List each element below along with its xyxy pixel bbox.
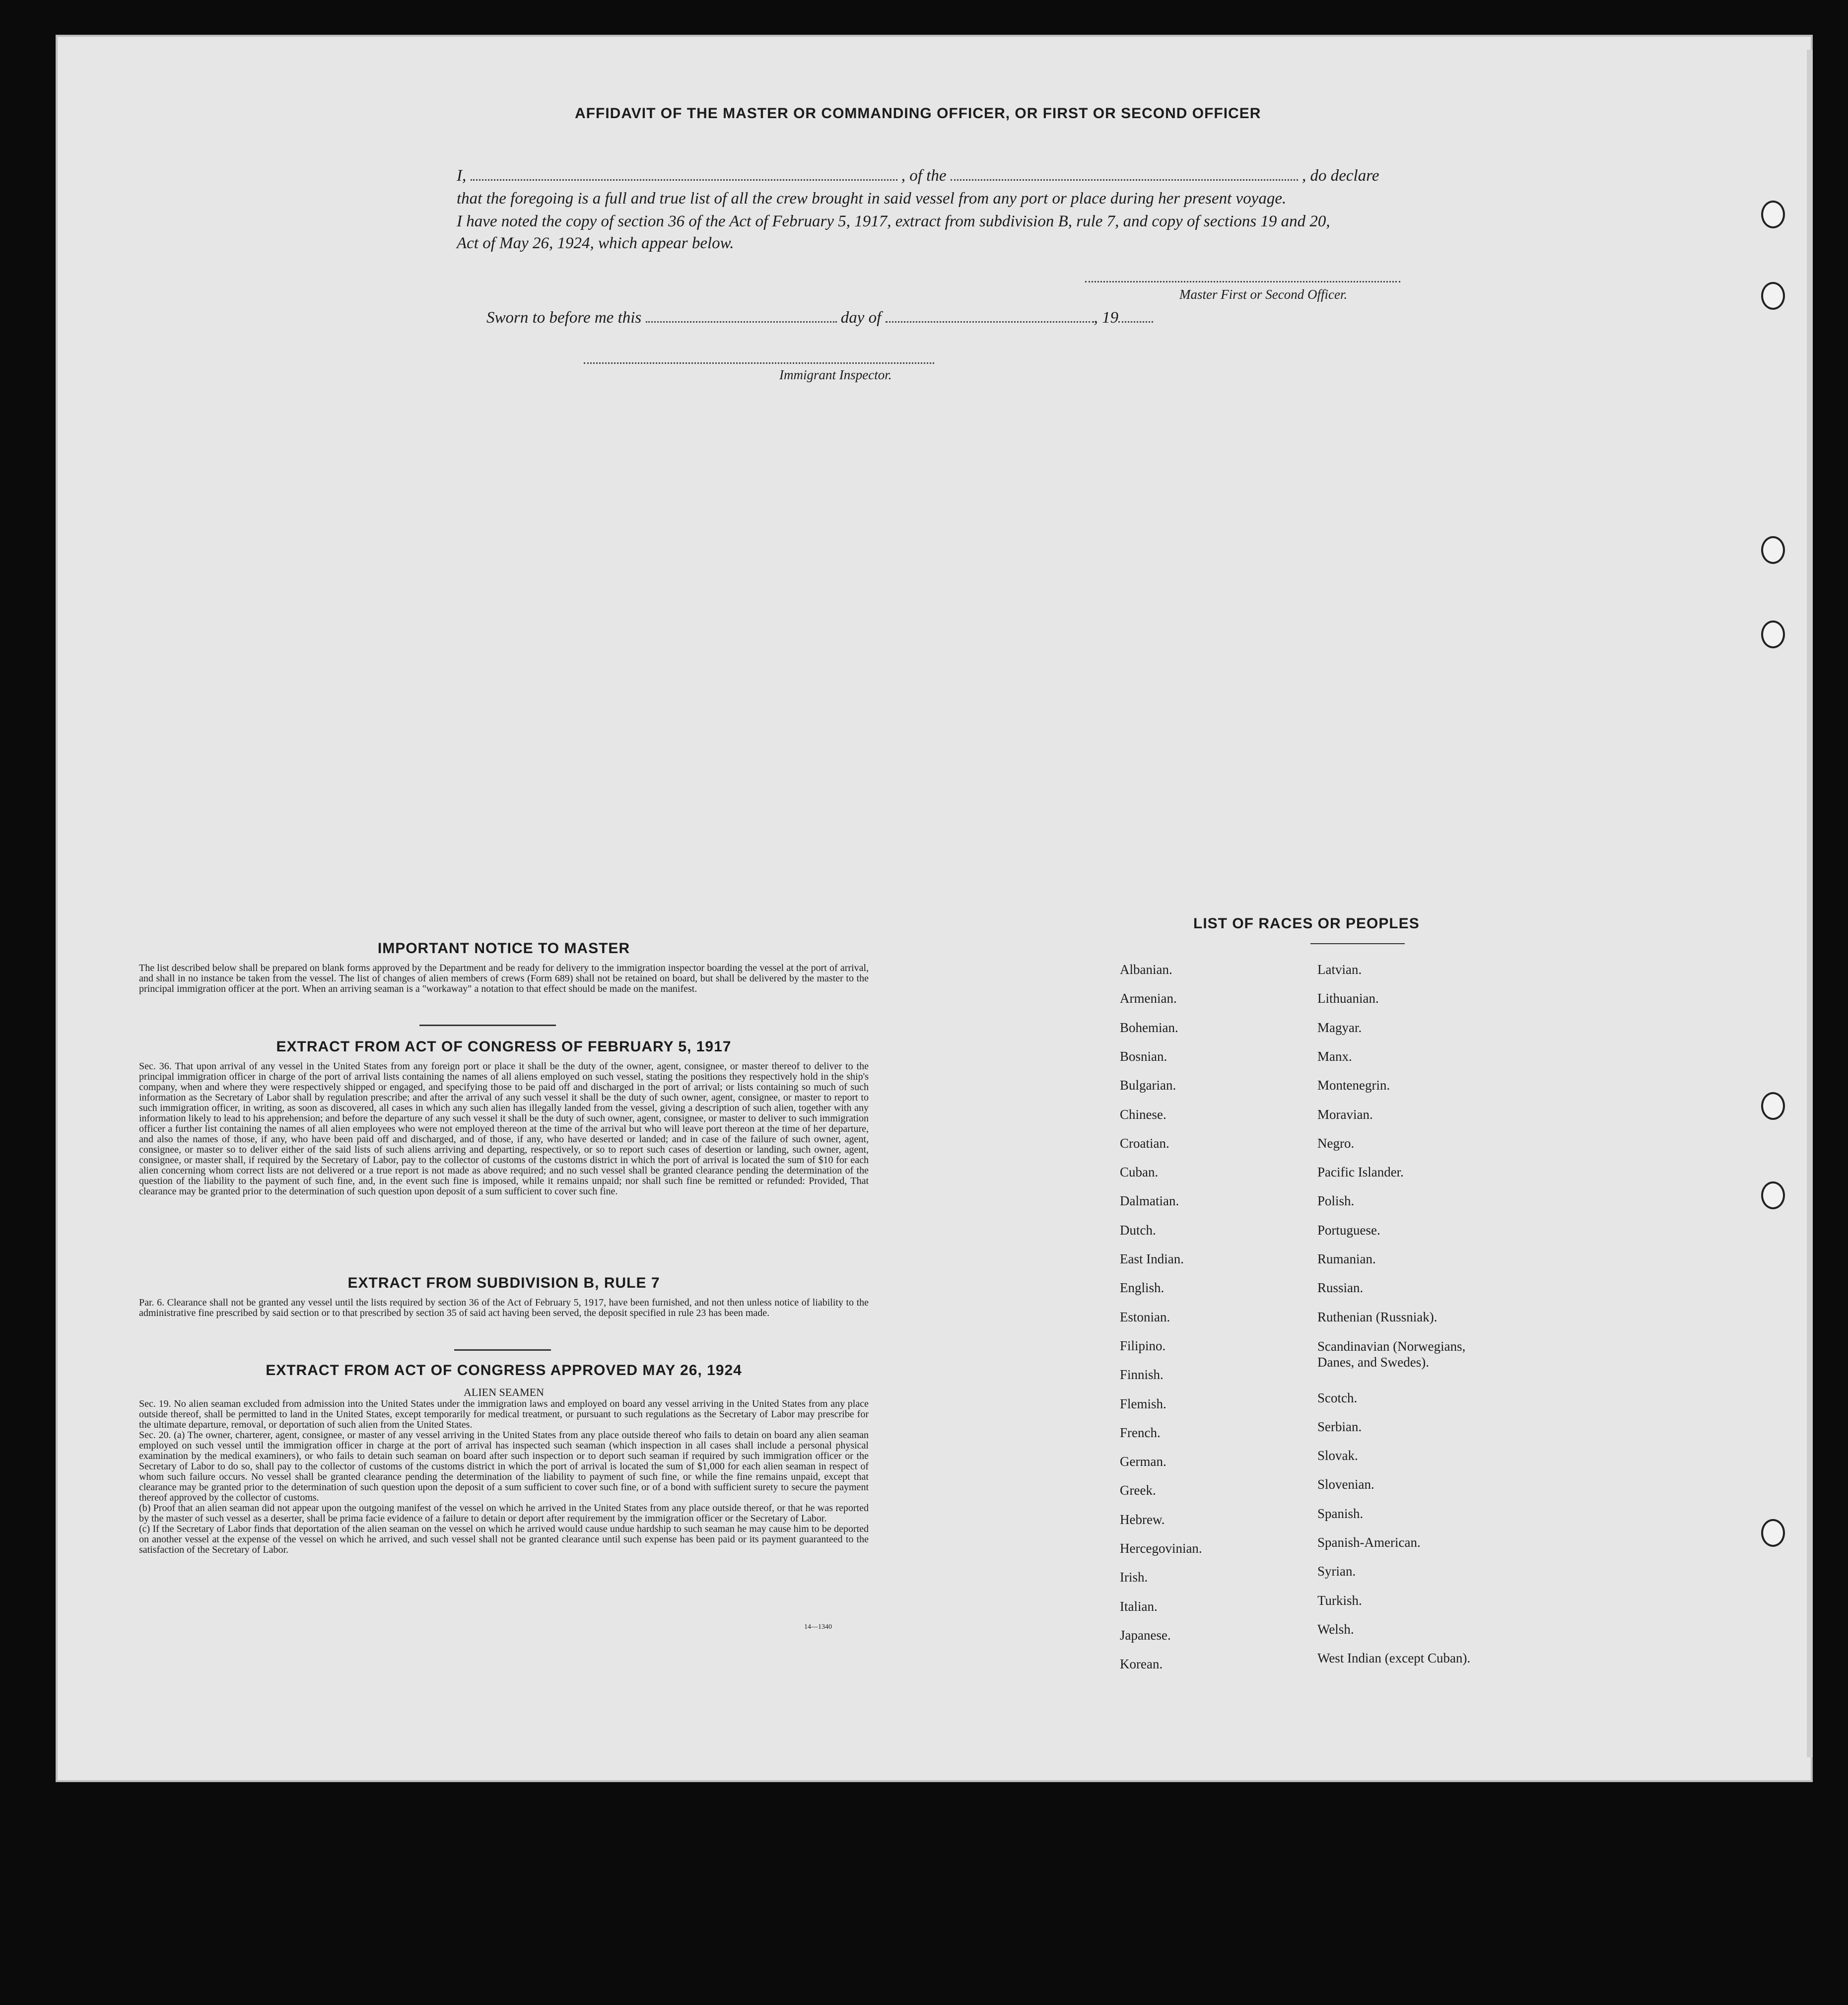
inspector-signature-line[interactable] (584, 362, 934, 364)
race-item: Slovak. (1317, 1448, 1358, 1463)
master-signature-line[interactable] (1085, 281, 1400, 282)
race-item: Italian. (1120, 1598, 1158, 1614)
race-item: Korean. (1120, 1657, 1163, 1672)
sworn-year-label: , 19 (1094, 309, 1119, 327)
form-number: 14—1340 (804, 1623, 832, 1631)
race-item: East Indian. (1120, 1251, 1184, 1266)
race-item: Portuguese. (1317, 1222, 1380, 1238)
notice-text: The list described below shall be prepared on blank forms approved by the Department and be ready for delivery to the immigration inspector boarding the vessel at the port of arrival, and shall in no instance be taken from the vessel. The list of changes of alien members of crews (Form 689) shall not be retained on board, but shall be delivered by the master to the principal immigration officer at the port. When an arriving seaman is a "workaway" a notation to that effect should be made on the manifest. (139, 963, 869, 994)
declaration-of-the: , of the (901, 167, 947, 185)
inspector-signature-caption: Immigrant Inspector. (779, 367, 892, 382)
race-item: Bohemian. (1120, 1020, 1178, 1035)
races-title: LIST OF RACES OR PEOPLES (1193, 915, 1420, 932)
sworn-month-field[interactable] (886, 321, 1094, 323)
affidavit-declaration-line (457, 167, 1379, 185)
race-item: Spanish-American. (1317, 1535, 1421, 1550)
section-20a-text: Sec. 20. (a) The owner, charterer, agent, consignee, or master of any vessel arriving in the United States from any place outside thereof who fails to detain on board any alien seaman employed on such vessel until the immigration officer in charge at the port of arrival has inspected such seaman (which inspection in all cases shall include a personal physical examination by the medical examiners), or who fails to detain such seaman on board after such inspection or to deport such seaman if required by such immigration officer or the Secretary of Labor to do so, shall pay to the collector of customs of the customs district in which the port of arrival is located the sum of $1,000 for each alien seaman in respect of whom such failure occurs. No vessel shall be granted clearance pending the determination of the liability to payment of such fine, or while the fine remains unpaid, except that clearance may be granted prior to the determination of such question upon the deposit of a sum sufficient to cover such fine, or of a bond with sufficient surety to secure the payment thereof approved by the collector of customs. (139, 1430, 869, 1503)
section-19-text: Sec. 19. No alien seaman excluded from admission into the United States under the immigration laws and employed on board any vessel arriving in the United States from any place outside thereof, shall be permitted to land in the United States, except temporarily for medical treatment, or pursuant to such regulations as the Secretary of Labor may prescribe for the ultimate departure, removal, or deportation of such alien from the United States. (139, 1398, 869, 1430)
affidavit-line-3: I have noted the copy of section 36 of the Act of February 5, 1917, extract from subdivision B, rule 7, and copy of sections 19 and 20, (457, 212, 1330, 230)
race-item: English. (1120, 1280, 1164, 1296)
subdivision-text: Par. 6. Clearance shall not be granted any vessel until the lists required by section 36 of the Act of February 5, 1917, have been furnished, and not then unless notice of liability to the administrative fine prescribed by said section or to that prescribed by section 35 of said act having been served, the deposit specified in rule 23 has been made. (139, 1297, 869, 1318)
sworn-year-field[interactable] (1118, 321, 1153, 323)
sworn-day-field[interactable] (646, 321, 837, 323)
master-name-field[interactable] (471, 179, 897, 181)
race-item: Filipino. (1120, 1338, 1166, 1353)
race-item: Irish. (1120, 1570, 1148, 1585)
master-signature-caption: Master First or Second Officer. (1179, 287, 1348, 302)
binder-hole (1761, 1519, 1785, 1547)
race-item: Cuban. (1120, 1165, 1159, 1180)
race-item: Turkish. (1317, 1592, 1362, 1608)
race-item: West Indian (except Cuban). (1317, 1651, 1471, 1666)
sworn-day-of-label: day of (840, 309, 882, 327)
race-item: Dalmatian. (1120, 1193, 1179, 1209)
affidavit-title: AFFIDAVIT OF THE MASTER OR COMMANDING OFFICER, OR FIRST OR SECOND OFFICER (575, 105, 1261, 122)
race-item: Negro. (1317, 1135, 1355, 1151)
extract-1917-title: EXTRACT FROM ACT OF CONGRESS OF FEBRUARY 5, 1917 (276, 1038, 732, 1055)
section-divider (454, 1349, 551, 1351)
race-item: Spanish. (1317, 1506, 1364, 1521)
declaration-do-declare: , do declare (1301, 167, 1379, 185)
sworn-line (486, 309, 1153, 327)
race-item: French. (1120, 1425, 1161, 1440)
race-item: Bulgarian. (1120, 1078, 1176, 1093)
binder-hole (1761, 1092, 1785, 1120)
race-item: Armenian. (1120, 991, 1177, 1006)
race-item: Russian. (1317, 1280, 1364, 1296)
race-item: Flemish. (1120, 1396, 1166, 1411)
binder-hole (1761, 621, 1785, 648)
race-item: Hercegovinian. (1120, 1541, 1202, 1556)
race-item: Polish. (1317, 1193, 1355, 1209)
race-item: Slovenian. (1317, 1477, 1374, 1492)
extract-1917-text: Sec. 36. That upon arrival of any vessel in the United States from any foreign port or place it shall be the duty of the owner, agent, consignee, or master thereof to deliver to the principal immigration officer in charge of the port of arrival lists containing the names of all aliens employed on such vessel, stating the positions they respectively hold in the ship's company, when and where they were respectively shipped or engaged, and specifying those to be paid off and discharged in the port of arrival; or lists containing so much of such information as the Secretary of Labor shall by regulation prescribe; and after the arrival of any such vessel it shall be the duty of such owner, agent, consignee, or master to report to such immigration officer, in writing, as soon as discovered, all cases in which any such alien has illegally landed from the vessel, giving a description of such alien, together with any information likely to lead to his apprehension; and before the departure of any such vessel it shall be the duty of such owner, agent, consignee, or master to deliver to such immigration officer a further list containing the names of all alien employees who were not employed thereon at the time of the arrival but who will leave port thereon at the time of her departure, and also the names of those, if any, who have been paid off and discharged, and of those, if any, who have deserted or landed; and in case of the failure of such owner, agent, consignee, or master so to deliver either of the said lists of such aliens arriving and departing, respectively, or so to report such cases of desertion or landing, such owner, agent, consignee, or master shall, if required by the Secretary of Labor, pay to the collector of customs of the customs district in which the port of arrival is located the sum of $10 for each alien concerning whom correct lists are not delivered or a true report is not made as above required; and no such vessel shall be granted clearance pending the determination of the question of the liability to the payment of such fine, and, in the event such fine is imposed, while it remains unpaid; nor shall such fine be remitted or refunded: Provided, That clearance may be granted prior to the determination of such question upon deposit of a sum sufficient to cover such fine. (139, 1061, 869, 1197)
binder-hole (1761, 1181, 1785, 1209)
race-item: Welsh. (1317, 1621, 1354, 1637)
race-item: Manx. (1317, 1048, 1352, 1064)
race-item: Albanian. (1120, 962, 1172, 977)
race-item: Montenegrin. (1317, 1078, 1390, 1093)
sworn-label: Sworn to before me this (486, 309, 642, 327)
race-item: Scandinavian (Norwegians, Danes, and Swedes). (1317, 1338, 1466, 1370)
race-item: Magyar. (1317, 1020, 1362, 1035)
extract-1924-title: EXTRACT FROM ACT OF CONGRESS APPROVED MAY 26, 1924 (266, 1362, 742, 1379)
race-item: Scotch. (1317, 1390, 1358, 1405)
section-20b-text: (b) Proof that an alien seaman did not appear upon the outgoing manifest of the vessel on which he arrived in the United States from any place outside thereof, or that he was reported by the master of such vessel as a deserter, shall be prima facie evidence of a failure to detain or deport after requirement by the immigration officer or the Secretary of Labor. (139, 1503, 869, 1524)
race-item: Japanese. (1120, 1627, 1171, 1643)
race-item: Dutch. (1120, 1222, 1156, 1238)
vessel-name-field[interactable] (951, 179, 1298, 181)
binder-hole (1761, 201, 1785, 228)
race-item: Hebrew. (1120, 1512, 1165, 1527)
race-item: Bosnian. (1120, 1048, 1167, 1064)
section-divider (419, 1025, 556, 1026)
race-item: Greek. (1120, 1483, 1156, 1498)
binder-hole (1761, 536, 1785, 564)
subdivision-title: EXTRACT FROM SUBDIVISION B, RULE 7 (347, 1275, 660, 1291)
extract-1924-subtitle: ALIEN SEAMEN (464, 1386, 544, 1398)
race-item: Finnish. (1120, 1367, 1164, 1383)
page-edge (1807, 50, 1813, 1757)
extract-1924-body (139, 1399, 869, 1555)
race-item: Lithuanian. (1317, 991, 1379, 1006)
affidavit-line-4: Act of May 26, 1924, which appear below. (457, 234, 734, 252)
race-item: Pacific Islander. (1317, 1165, 1404, 1180)
declaration-i: I, (457, 167, 467, 185)
race-item: Croatian. (1120, 1135, 1169, 1151)
section-20c-text: (c) If the Secretary of Labor finds that deportation of the alien seaman on the vessel on which he arrived would cause undue hardship to such seaman he may cause him to be deported on another vessel at the expense of the vessel on which he arrived, and such vessel shall not be granted clearance until such expense has been paid or its payment guaranteed to the satisfaction of the Secretary of Labor. (139, 1523, 869, 1555)
race-item: Rumanian. (1317, 1251, 1376, 1266)
notice-title: IMPORTANT NOTICE TO MASTER (377, 940, 630, 957)
race-item: German. (1120, 1454, 1166, 1469)
races-title-rule (1310, 943, 1405, 944)
binder-hole (1761, 282, 1785, 310)
race-item: Ruthenian (Russniak). (1317, 1309, 1437, 1324)
race-item: Syrian. (1317, 1564, 1356, 1579)
affidavit-line-2: that the foregoing is a full and true list of all the crew brought in said vessel from any port or place during her present voyage. (457, 190, 1287, 207)
race-item: Chinese. (1120, 1106, 1166, 1122)
race-item: Latvian. (1317, 962, 1362, 977)
race-item: Serbian. (1317, 1419, 1362, 1434)
race-item: Moravian. (1317, 1106, 1373, 1122)
race-item: Estonian. (1120, 1309, 1170, 1324)
